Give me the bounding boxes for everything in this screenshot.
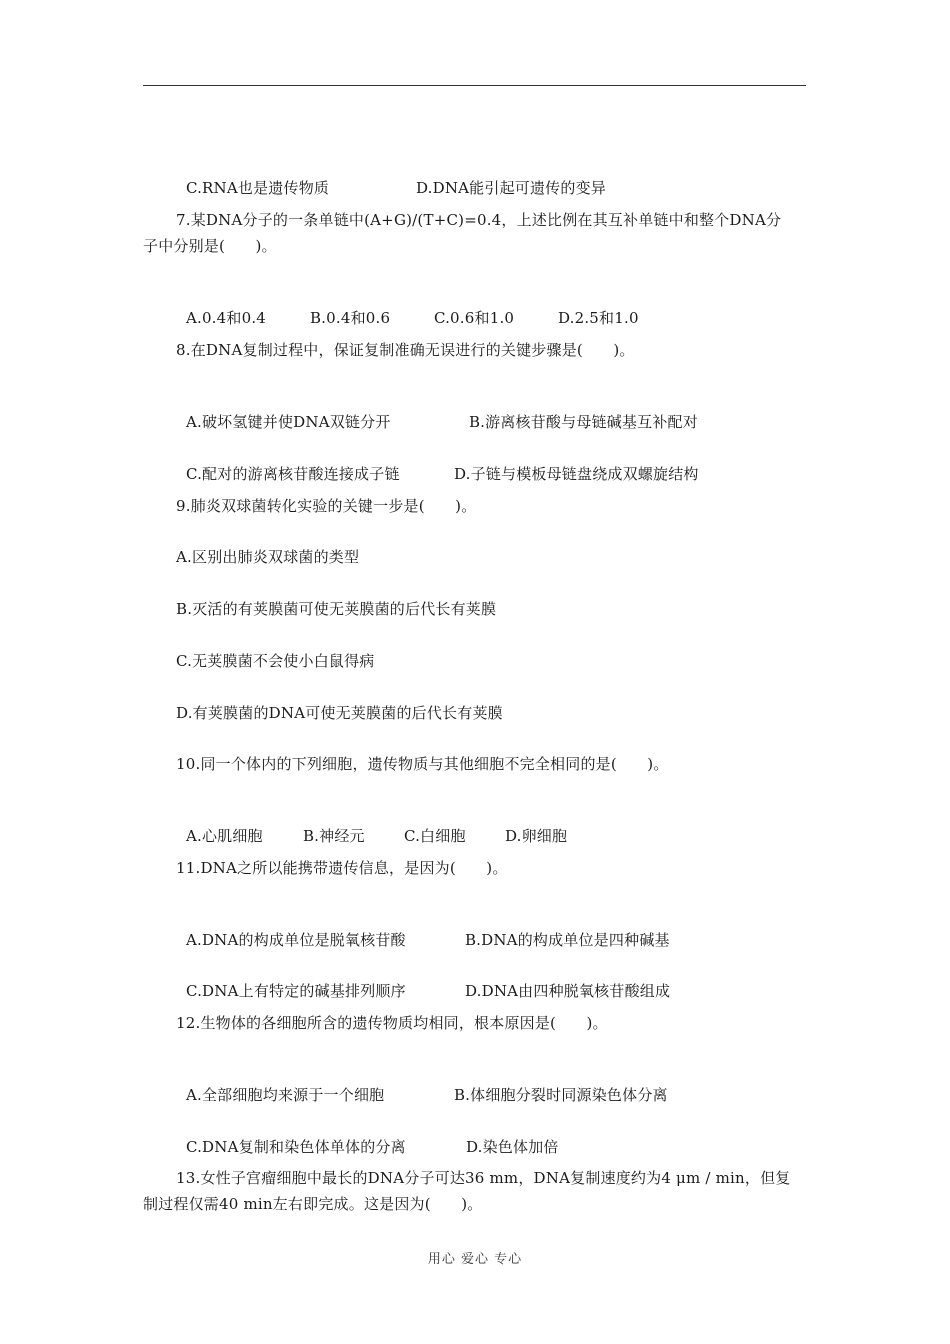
question-7-line-2: 子中分别是( )。 xyxy=(143,237,277,255)
q10-options xyxy=(176,806,567,846)
option-c: C.白细胞 xyxy=(403,827,466,845)
question-13-line-1: 13.女性子宫瘤细胞中最长的DNA分子可达36 mm，DNA复制速度约为4 μm / min，但复 xyxy=(176,1169,791,1187)
option-d: D.DNA由四种脱氧核苷酸组成 xyxy=(464,982,671,1000)
option-c: C.DNA复制和染色体单体的分离 xyxy=(185,1138,406,1156)
option-d: D.子链与模板母链盘绕成双螺旋结构 xyxy=(453,465,699,483)
option-a: A.全部细胞均来源于一个细胞 xyxy=(185,1086,385,1104)
header-rule xyxy=(143,85,806,86)
q9-option-d: D.有荚膜菌的DNA可使无荚膜菌的后代长有荚膜 xyxy=(176,704,503,722)
q7-options xyxy=(176,288,639,328)
question-10: 10.同一个体内的下列细胞，遗传物质与其他细胞不完全相同的是( )。 xyxy=(176,755,669,773)
q9-option-a: A.区别出肺炎双球菌的类型 xyxy=(176,548,360,566)
page-footer: 用心 爱心 专心 xyxy=(427,1252,523,1267)
q12-options-cd xyxy=(176,1117,559,1157)
q6-options-cd xyxy=(176,158,606,198)
question-8: 8.在DNA复制过程中，保证复制准确无误进行的关键步骤是( )。 xyxy=(176,341,635,359)
q12-options-ab xyxy=(176,1065,668,1105)
option-b: B.游离核苷酸与母链碱基互补配对 xyxy=(468,413,698,431)
option-b: B.体细胞分裂时同源染色体分离 xyxy=(453,1086,668,1104)
option-d: D.DNA能引起可遗传的变异 xyxy=(415,179,606,197)
option-a: A.心肌细胞 xyxy=(185,827,263,845)
option-b: B.0.4和0.6 xyxy=(309,309,391,327)
q9-option-c: C.无荚膜菌不会使小白鼠得病 xyxy=(176,652,375,670)
option-d: D.染色体加倍 xyxy=(465,1138,559,1156)
question-12: 12.生物体的各细胞所含的遗传物质均相同，根本原因是( )。 xyxy=(176,1014,608,1032)
option-c: C.配对的游离核苷酸连接成子链 xyxy=(185,465,400,483)
option-d: D.2.5和1.0 xyxy=(557,309,639,327)
option-d: D.卵细胞 xyxy=(504,827,568,845)
option-a: A.0.4和0.4 xyxy=(185,309,267,327)
option-a: A.破坏氢键并使DNA双链分开 xyxy=(185,413,391,431)
option-a: A.DNA的构成单位是脱氧核苷酸 xyxy=(185,931,406,949)
question-7-line-1: 7.某DNA分子的一条单链中(A+G)/(T+C)=0.4，上述比例在其互补单链中和整个DNA分 xyxy=(176,211,782,229)
q11-options-ab xyxy=(176,910,670,950)
option-c: C.RNA也是遗传物质 xyxy=(185,179,330,197)
q11-options-cd xyxy=(176,961,670,1001)
option-b: B.DNA的构成单位是四种碱基 xyxy=(464,931,670,949)
question-11: 11.DNA之所以能携带遗传信息，是因为( )。 xyxy=(176,859,508,877)
option-c: C.0.6和1.0 xyxy=(433,309,515,327)
question-13-line-2: 制过程仅需40 min左右即完成。这是因为( )。 xyxy=(143,1195,483,1213)
option-c: C.DNA上有特定的碱基排列顺序 xyxy=(185,982,406,1000)
option-b: B.神经元 xyxy=(302,827,365,845)
question-9: 9.肺炎双球菌转化实验的关键一步是( )。 xyxy=(176,497,477,515)
q8-options-cd xyxy=(176,444,699,484)
q9-option-b: B.灭活的有荚膜菌可使无荚膜菌的后代长有荚膜 xyxy=(176,600,497,618)
q8-options-ab xyxy=(176,392,698,432)
